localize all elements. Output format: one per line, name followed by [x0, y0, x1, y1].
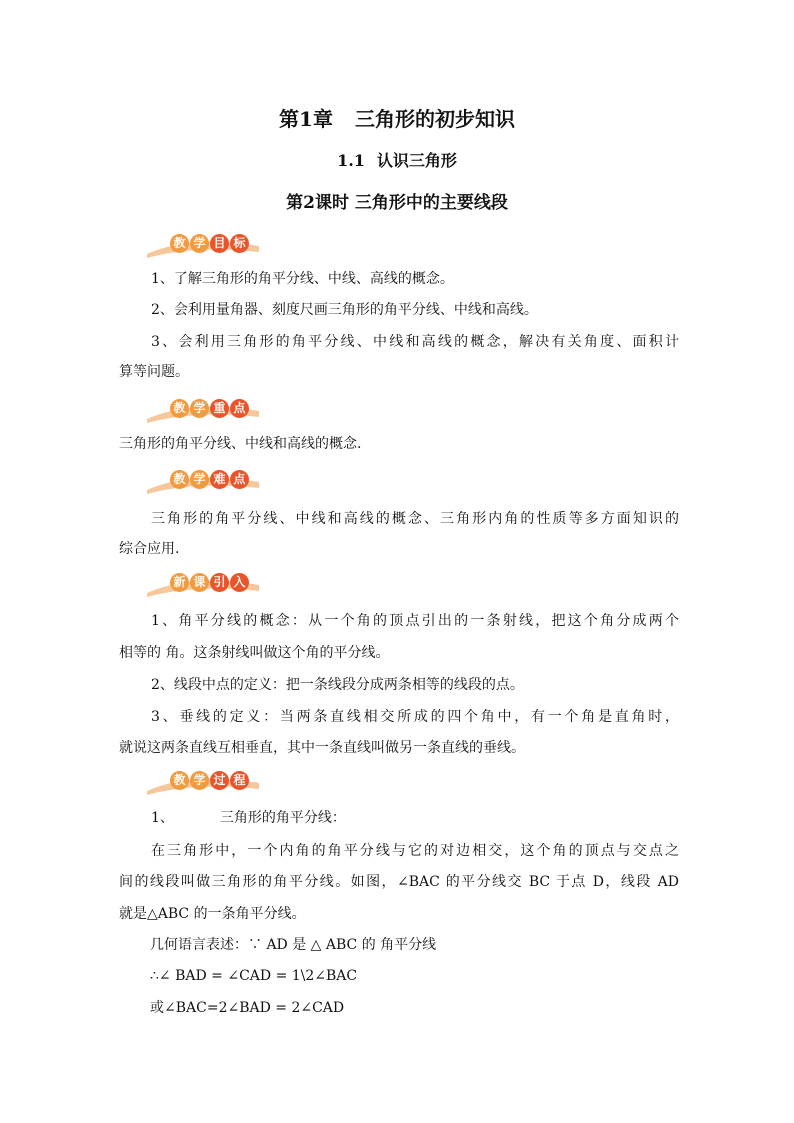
equation-1: ∴∠ BAD = ∠CAD = 1\2∠BAC [150, 968, 358, 984]
intro-item-2: 2、线段中点的定义：把一条线段分成两条相等的线段的点。 [151, 677, 524, 693]
geometry-expression: 几何语言表述：∵ AD 是 △ ABC 的 角平分线 [150, 937, 437, 953]
badge-char: 引 [210, 573, 229, 592]
difficulties-line1: 三角形的角平分线、中线和高线的概念、三角形内角的性质等多方面知识的 [151, 511, 679, 527]
objective-item-3-line1: 3、会利用三角形的角平分线、中线和高线的概念，解决有关角度、面积计 [151, 334, 679, 350]
lesson-heading: 第2课时 三角形中的主要线段 [286, 193, 508, 213]
badge-process [143, 767, 263, 797]
badge-key-points [143, 395, 263, 425]
objective-item-3-line2: 算等问题。 [119, 364, 189, 380]
badge-objectives [143, 230, 263, 260]
badge-char: 重 [210, 399, 229, 418]
badge-char: 课 [190, 573, 209, 592]
badge-char: 难 [210, 470, 229, 489]
process-para-line2: 间的线段叫做三角形的角平分线。如图，∠BAC 的平分线交 BC 于点 D，线段 AD [119, 874, 679, 890]
badge-intro [143, 569, 263, 599]
badge-char: 新 [170, 573, 189, 592]
intro-item-3-line2: 就说这两条直线互相垂直，其中一条直线叫做另一条直线的垂线。 [119, 740, 525, 756]
process-para-line1: 在三角形中，一个内角的角平分线与它的对边相交，这个角的顶点与交点之 [151, 843, 679, 859]
intro-item-1-line1: 1、角平分线的概念：从一个角的顶点引出的一条射线，把这个角分成两个 [151, 613, 679, 629]
difficulties-line2: 综合应用. [119, 541, 180, 557]
equation-2: 或∠BAC=2∠BAD = 2∠CAD [150, 1000, 345, 1016]
badge-char: 教 [170, 470, 189, 489]
objective-item-1: 1、了解三角形的角平分线、中线、高线的概念。 [151, 271, 454, 287]
badge-char: 学 [190, 399, 209, 418]
section-title: 认识三角形 [376, 151, 457, 170]
objective-item-2: 2、会利用量角器、刻度尺画三角形的角平分线、中线和高线。 [151, 302, 538, 318]
badge-char: 教 [170, 771, 189, 790]
badge-char: 点 [230, 399, 249, 418]
intro-item-1-line2: 相等的 角。这条射线叫做这个角的平分线。 [119, 645, 390, 661]
process-item-1 [119, 802, 679, 834]
chapter-title: 三角形的初步知识 [354, 107, 515, 131]
badge-char: 学 [190, 234, 209, 253]
section-heading [0, 148, 794, 171]
badge-char: 学 [190, 771, 209, 790]
badge-char: 教 [170, 399, 189, 418]
badge-char: 程 [230, 771, 249, 790]
process-para-line3: 就是△ABC 的一条角平分线。 [119, 906, 306, 922]
process-item-title: 三角形的角平分线： [219, 810, 346, 826]
badge-char: 过 [210, 771, 229, 790]
section-number: 1.1 [337, 151, 365, 170]
badge-difficulties [143, 466, 263, 496]
process-item-number: 1、 [151, 810, 174, 826]
chapter-heading [0, 103, 794, 132]
badge-char: 点 [230, 470, 249, 489]
intro-item-3-line1: 3、垂线的定义：当两条直线相交所成的四个角中，有一个角是直角时， [151, 709, 679, 725]
badge-char: 标 [230, 234, 249, 253]
badge-char: 教 [170, 234, 189, 253]
badge-char: 目 [210, 234, 229, 253]
key-points-text: 三角形的角平分线、中线和高线的概念. [119, 436, 362, 452]
badge-char: 学 [190, 470, 209, 489]
chapter-number: 第1章 [279, 107, 333, 131]
badge-char: 入 [230, 573, 249, 592]
